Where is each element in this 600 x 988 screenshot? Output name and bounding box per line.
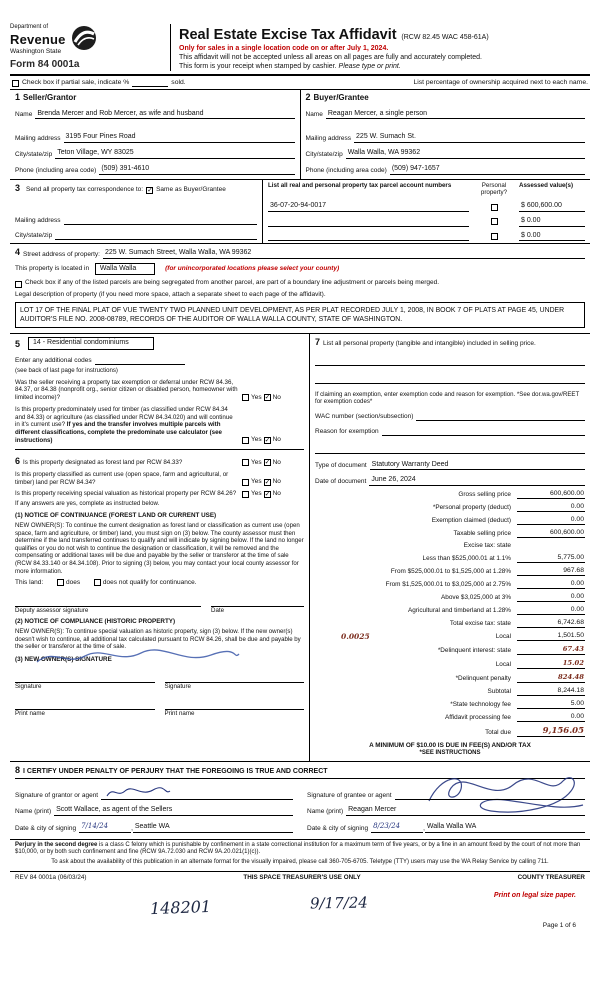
- personal-property-deduct-value: 0.00: [517, 503, 585, 512]
- affidavit-processing-fee-value: 0.00: [517, 713, 585, 722]
- tax-correspondence-section: [10, 179, 590, 244]
- total-excise-state-value: 6,742.68: [517, 619, 585, 628]
- section-2-number: 2: [305, 92, 311, 103]
- q5-2-yes-checkbox[interactable]: [242, 437, 249, 444]
- new-owner-print-field-2[interactable]: [165, 701, 305, 710]
- street-address-label: Street address of property:: [23, 250, 100, 258]
- certify-statement: I CERTIFY UNDER PENALTY OF PERJURY THAT THE FOREGOING IS TRUE AND CORRECT: [23, 767, 328, 775]
- revenue-logo-icon: [71, 25, 97, 54]
- seller-name-label: Name: [15, 111, 33, 119]
- ownership-percentage-note: List percentage of ownership acquired next to each name.: [413, 78, 588, 86]
- assessed-value-field-3[interactable]: $ 0.00: [519, 232, 585, 242]
- notice-compliance-title: (2) NOTICE OF COMPLIANCE (HISTORIC PROPERTY): [15, 618, 176, 626]
- predominant-use-code-select[interactable]: 14 - Residential condominiums: [28, 337, 154, 350]
- grantor-printname-field[interactable]: Scott Wallace, as agent of the Sellers: [54, 806, 293, 816]
- does-qualify-checkbox[interactable]: [57, 579, 64, 586]
- located-in-label: This property is located in: [15, 264, 90, 272]
- parcel-row-1: [268, 202, 585, 212]
- assessed-value-field-1[interactable]: $ 600,600.00: [519, 202, 585, 212]
- tier2-value: 967.68: [517, 567, 585, 576]
- single-location-note: Only for sales in a single location code on or after July 1, 2024.: [179, 45, 389, 53]
- delinquent-interest-local-value: 15.02: [562, 658, 584, 667]
- form-number: Form 84 0001a: [10, 58, 80, 70]
- header-divider: [170, 24, 171, 71]
- exemption-instructions: If claiming an exemption, enter exemption code and reason for exemption. *See dor.wa.gov/REET for exemption codes*: [315, 390, 580, 406]
- acceptance-note: This affidavit will not be accepted unless all areas on all pages are fully and accurately completed.: [179, 53, 482, 61]
- affidavit-processing-fee-row: Affidavit processing fee 0.00: [445, 712, 584, 722]
- complete-instructions-note: If any answers are yes, complete as instructed below.: [15, 500, 160, 508]
- seller-name-field[interactable]: Brenda Mercer and Rob Mercer, as wife and husband: [35, 110, 294, 120]
- form-title-rcw: (RCW 82.45 WAC 458-61A): [401, 34, 489, 41]
- taxable-selling-price-value: 600,600.00: [517, 529, 585, 538]
- q6-1-yes-checkbox[interactable]: [242, 459, 249, 466]
- gross-selling-price-row: Gross selling price 600,600.00: [458, 489, 584, 499]
- washington-state-label: Washington State: [10, 47, 62, 55]
- state-technology-fee-row: *State technology fee 5.00: [450, 699, 584, 709]
- notice-compliance-body: NEW OWNER(S): To continue special valuation as historic property, sign (3) below. If the new owner(s) doesn't wish to continue, all additional tax calculated pursuant to RCW 84.26, shall be due and payable by the seller or transferor at the time of sale.: [15, 628, 301, 651]
- perjury-lead: Perjury in the second degree: [15, 841, 98, 848]
- footer-row: [10, 871, 590, 882]
- partial-sale-row: [10, 74, 590, 89]
- tax-computation-section: [310, 334, 590, 760]
- tier1-row: Less than $525,000.01 at 1.1% 5,775.00: [422, 553, 584, 563]
- perjury-body: is a class C felony which is punishable by confinement in a state correctional institution for a maximum term of five years, or by a fine in an amount fixed by the court of not more than $10,000, or by both such confinement and fine (RCW 9A.72.030 and RCW 9A.20.021(1)(c)).: [15, 841, 581, 856]
- buyer-csz-field[interactable]: Walla Walla, WA 99362: [346, 149, 585, 159]
- section-1-number: 1: [15, 92, 21, 103]
- q6-2-yes-checkbox[interactable]: [242, 479, 249, 486]
- seller-csz-field[interactable]: Teton Village, WY 83025: [55, 149, 294, 159]
- personal-property-list-label: List all personal property (tangible and intangible) included in selling price.: [323, 340, 536, 348]
- grantee-printname-label: Name (print): [307, 808, 344, 816]
- signature-label-2: Signature: [164, 682, 191, 690]
- parcel-number-field-1[interactable]: 36-07-20-94-0017: [268, 202, 469, 212]
- local-tax-row: 0.0025 Local 1,501.50: [315, 632, 585, 641]
- new-owner-signature-field-1[interactable]: [15, 674, 155, 683]
- assessed-value-header: Assessed value(s): [519, 181, 573, 189]
- grantor-signing-city[interactable]: Seattle WA: [133, 823, 293, 833]
- type-or-print-note: Please type or print.: [338, 62, 401, 70]
- agency-block: [10, 24, 162, 71]
- subtotal-row: Subtotal 8,244.18: [487, 686, 584, 696]
- historical-property-question: Is this property receiving special valuation as historical property per RCW 84.26? Yes ✓ No: [15, 490, 281, 498]
- additional-codes-label: Enter any additional codes: [15, 356, 92, 364]
- section-6-number: 6: [15, 455, 21, 466]
- q6-2-no-checkbox[interactable]: ✓: [264, 478, 271, 486]
- tier4-value: 0.00: [517, 593, 585, 602]
- date-of-document-field[interactable]: June 26, 2024: [369, 476, 585, 486]
- seller-mailing-label: Mailing address: [15, 135, 61, 142]
- q6-3-yes-checkbox[interactable]: [242, 491, 249, 498]
- new-owner-print-field-1[interactable]: [15, 701, 155, 710]
- grantee-signing-date[interactable]: 8/23/24: [373, 822, 401, 831]
- alternate-format-note: To ask about the availability of this publication in an alternate format for the visually impaired, please call 360-705-6705. Teletype (TTY) users may use the WA Relay Service by calling 711.: [51, 858, 549, 865]
- total-due-row: Total due 9,156.05: [485, 725, 584, 737]
- reason-exemption-line-2[interactable]: [315, 445, 585, 454]
- personal-property-line-2[interactable]: [315, 375, 585, 384]
- buyer-mailing-label: Mailing address: [305, 135, 352, 142]
- page-number: Page 1 of 6: [542, 922, 576, 930]
- receipt-number-handwritten: 148201: [149, 897, 212, 919]
- delinquent-interest-local-row: Local 15.02: [495, 658, 584, 669]
- land-qualify-row: This land: does does not qualify for continuance.: [15, 579, 197, 587]
- print-name-label-1: Print name: [15, 709, 45, 717]
- local-rate-handwritten: 0.0025: [341, 631, 370, 641]
- delinquent-penalty-row: *Delinquent penalty 824.48: [455, 672, 584, 683]
- seller-grantor-block: [10, 90, 300, 178]
- reason-exemption-field[interactable]: [382, 427, 585, 436]
- type-of-document-field[interactable]: Statutory Warranty Deed: [370, 461, 585, 471]
- minimum-due-note: A MINIMUM OF $10.00 IS DUE IN FEE(S) AND/OR TAX: [369, 742, 531, 750]
- form-header: [10, 24, 590, 71]
- tier1-value: 5,775.00: [517, 554, 585, 563]
- agricultural-timberland-value: 0.00: [517, 606, 585, 615]
- grantee-signing-block: Signature of grantee or agent Name (print) Reagan Mercer Date & city of signing 8/23/24 , Walla Walla WA: [307, 783, 585, 833]
- notice-continuance-body: NEW OWNER(S): To continue the current designation as forest land or classification as current use (open space, farm and agriculture, or timber) land, you must sign on (3) below. The county assessor must then determine if the land transferred continues to qualify and will indicate by signing below. If the land no longer qualifies or you do not wish to continue the designation or classification, it will be removed and the compensating or additional taxes will be due and payable by the seller or transferor at the time of sale (RCW 84.33.140 or 84.34.108). Prior to signing (3) below, you may contact your local county assessor for more information.: [15, 521, 304, 575]
- seller-csz-label: City/state/zip: [15, 150, 53, 158]
- county-treasurer-label: COUNTY TREASURER: [517, 874, 585, 882]
- tier2-row: From $525,000.01 to $1,525,000 at 1.28% 967.68: [390, 566, 584, 576]
- date-of-document-label: Date of document: [315, 478, 367, 486]
- state-technology-fee-value: 5.00: [517, 700, 585, 709]
- grantor-signature-label: Signature of grantor or agent: [15, 792, 99, 800]
- timber-agriculture-question: Is this property predominately used for timber (as classified under RCW 84.34 and 84.33) or agriculture (as classified under RCW 84.34.020) and will continue in it's current use? If yes and the transfer involves multiple parcels with different classifications, complete the predominate use calculator (see instructions) Yes ✓ No: [15, 405, 281, 445]
- q5-2-no-checkbox[interactable]: ✓: [264, 437, 271, 445]
- personal-property-checkbox-1[interactable]: [491, 204, 498, 211]
- perjury-notice: [10, 839, 590, 869]
- legal-description-label: Legal description of property (if you need more space, attach a separate sheet to each page of the affidavit).: [15, 290, 326, 298]
- section-5-number: 5: [15, 338, 21, 349]
- personal-property-checkbox-3[interactable]: [491, 233, 498, 240]
- grantee-signing-city[interactable]: Walla Walla WA: [425, 823, 585, 833]
- seller-mailing-field[interactable]: 3195 Four Pines Road: [64, 133, 295, 143]
- partial-sale-percent-field[interactable]: [132, 78, 168, 87]
- section-4-number: 4: [15, 247, 21, 258]
- revenue-wordmark: Revenue: [10, 31, 66, 47]
- new-owner-signature-field-2[interactable]: [165, 674, 305, 683]
- print-name-label-2: Print name: [164, 709, 195, 717]
- grantor-signature-field[interactable]: [101, 785, 293, 800]
- receipt-date-handwritten: 9/17/24: [309, 893, 368, 913]
- new-owners-signature-title: (3) NEW OWNER(S) SIGNATURE: [15, 656, 112, 663]
- total-due-handwritten: 9,156.05: [542, 725, 584, 736]
- delinquent-interest-state-row: *Delinquent interest: state 67.43: [437, 644, 584, 655]
- type-of-document-label: Type of document: [315, 462, 367, 470]
- grantor-signature-squiggle: [103, 785, 173, 801]
- does-not-qualify-checkbox[interactable]: [94, 579, 101, 586]
- this-land-label: This land:: [15, 579, 44, 587]
- gross-selling-price-value: 600,600.00: [517, 490, 585, 499]
- seller-phone-field[interactable]: (509) 391-4610: [99, 165, 294, 175]
- deputy-assessor-date-field[interactable]: [211, 598, 304, 607]
- seller-phone-label: Phone (including area code): [15, 166, 97, 174]
- exemption-claimed-value: 0.00: [517, 516, 585, 525]
- agricultural-timberland-row: Agricultural and timberland at 1.28% 0.00: [407, 605, 584, 615]
- corr-csz-field[interactable]: [55, 231, 257, 240]
- grantee-signature-field[interactable]: [395, 785, 585, 800]
- buyer-phone-label: Phone (including area code): [305, 166, 387, 174]
- personal-property-line-1[interactable]: [315, 357, 585, 366]
- total-excise-state-row: Total excise tax: state 6,742.68: [449, 618, 584, 628]
- receipt-note: This form is your receipt when stamped by cashier.: [179, 62, 337, 70]
- subtotal-value: 8,244.18: [517, 687, 585, 696]
- corr-mailing-label: Mailing address: [15, 216, 61, 224]
- parties-section: [10, 89, 590, 178]
- signature-label-1: Signature: [15, 682, 42, 690]
- parcel-row-3: [268, 232, 585, 242]
- personal-property-checkbox-2[interactable]: [491, 218, 498, 225]
- parcel-row-2: [268, 217, 585, 227]
- tier3-row: From $1,525,000.01 to $3,025,000 at 2.75% 0.00: [385, 579, 584, 589]
- taxable-selling-price-row: Taxable selling price 600,600.00: [453, 528, 584, 538]
- grantor-date-city-label: Date & city of signing: [15, 824, 77, 832]
- dept-of-label: Department of: [10, 24, 49, 30]
- seller-heading: Seller/Grantor: [23, 93, 77, 103]
- unincorporated-note: (for unincorporated locations please select your county): [165, 264, 340, 272]
- q5-1-no-checkbox[interactable]: ✓: [264, 394, 271, 402]
- same-as-buyer-checkbox[interactable]: ✓: [147, 186, 153, 194]
- buyer-name-label: Name: [305, 111, 323, 119]
- see-instructions-note: *SEE INSTRUCTIONS: [419, 750, 481, 757]
- q6-3-no-checkbox[interactable]: ✓: [264, 490, 271, 498]
- buyer-mailing-field[interactable]: 225 W. Sumach St.: [354, 133, 585, 143]
- buyer-grantee-block: [300, 90, 591, 178]
- additional-codes-note: (see back of last page for instructions): [15, 367, 118, 374]
- certification-section: [10, 761, 590, 836]
- exemption-claimed-row: Exemption claimed (deduct) 0.00: [431, 515, 584, 525]
- grantee-printname-field[interactable]: Reagan Mercer: [346, 806, 585, 816]
- section-8-number: 8: [15, 764, 21, 775]
- additional-codes-field[interactable]: [95, 356, 185, 365]
- same-as-buyer-label: Same as Buyer/Grantee: [156, 185, 226, 193]
- local-tax-value: 1,501.50: [517, 632, 585, 641]
- buyer-heading: Buyer/Grantee: [313, 93, 369, 103]
- treasurer-space-label: THIS SPACE TREASURER'S USE ONLY: [243, 874, 361, 882]
- parcel-number-field-3[interactable]: [268, 232, 469, 241]
- land-designation-section: [15, 449, 304, 718]
- partial-sale-checkbox[interactable]: [12, 80, 19, 87]
- grantor-printname-label: Name (print): [15, 808, 52, 816]
- current-use-question: Is this property classified as current use (open space, farm and agricultural, or timber) land per RCW 84.34? Yes ✓ No: [15, 470, 281, 486]
- tier3-value: 0.00: [517, 580, 585, 589]
- treasurer-stamp-area: [10, 882, 590, 934]
- rev-form-number: REV 84 0001a (06/03/24): [15, 874, 87, 882]
- notice-continuance-title: (1) NOTICE OF CONTINUANCE (FOREST LAND OR CURRENT USE): [15, 512, 217, 520]
- property-location-section: [10, 243, 590, 333]
- q6-1-no-checkbox[interactable]: ✓: [264, 459, 271, 467]
- section-7-number: 7: [315, 337, 321, 348]
- send-correspondence-label: Send all property tax correspondence to:: [26, 185, 144, 193]
- wac-number-field[interactable]: [416, 412, 585, 421]
- grantor-signing-block: Signature of grantor or agent Name (print) Scott Wallace, as agent of the Sellers Date & city of signing 7/14/24 , Seattle WA: [15, 783, 293, 833]
- use-code-section: [15, 337, 304, 444]
- deputy-assessor-signature-field[interactable]: [15, 598, 201, 607]
- partial-sale-label: Check box if partial sale, indicate %: [22, 78, 130, 86]
- sold-label: sold.: [171, 78, 186, 86]
- wac-number-label: WAC number (section/subsection): [315, 412, 414, 420]
- buyer-phone-field[interactable]: (509) 947-1657: [390, 165, 585, 175]
- segregated-checkbox[interactable]: [15, 281, 22, 288]
- legal-description-box[interactable]: LOT 17 OF THE FINAL PLAT OF VUE TWENTY TWO PLANNED UNIT DEVELOPMENT, AS PER PLAT RECORDED JULY 1, 2008, IN BOOK 7 OF PLATS AT PAGE 45, UNDER AUDITOR'S FILE NO. 2008-08789, RECORDS OF THE AUDITOR OF WALLA WALLA COUNTY, STATE OF WASHINGTON.: [15, 302, 585, 329]
- assessed-value-field-2[interactable]: $ 0.00: [519, 217, 585, 227]
- buyer-csz-label: City/state/zip: [305, 150, 343, 158]
- exemption-deferral-question: Was the seller receiving a property tax exemption or deferral under RCW 84.36, 84.37, or 84.38 (nonprofit org., senior citizen or disabled person, homeowner with limited income)? Yes ✓ No: [15, 378, 281, 402]
- segregated-label: Check box if any of the listed parcels are being segregated from another parcel, are part of a boundary line adjustment or parcels being merged.: [25, 279, 440, 287]
- deputy-assessor-label: Deputy assessor signature: [15, 606, 89, 614]
- delinquent-penalty-value: 824.48: [557, 672, 584, 681]
- parcel-number-field-2[interactable]: [268, 218, 469, 227]
- buyer-name-field[interactable]: Reagan Mercer, a single person: [326, 110, 585, 120]
- grantor-signing-date[interactable]: 7/14/24: [81, 822, 109, 831]
- section-3-number: 3: [15, 182, 21, 193]
- legal-size-paper-note: Print on legal size paper.: [493, 892, 576, 900]
- grantee-signature-label: Signature of grantee or agent: [307, 792, 392, 800]
- street-address-field[interactable]: 225 W. Sumach Street, Walla Walla, WA 99362: [103, 249, 585, 259]
- forest-land-question: 6 Is this property designated as forest land per RCW 84.33? Yes ✓ No: [15, 455, 281, 467]
- corr-csz-label: City/state/zip: [15, 231, 53, 239]
- deputy-date-label: Date: [211, 606, 225, 614]
- grantee-date-city-label: Date & city of signing: [307, 824, 369, 832]
- excise-tax-state-header: Excise tax: state: [463, 542, 511, 550]
- corr-mailing-field[interactable]: [64, 216, 257, 225]
- q5-1-yes-checkbox[interactable]: [242, 394, 249, 401]
- personal-property-deduct-row: *Personal property (deduct) 0.00: [432, 502, 584, 512]
- reason-exemption-label: Reason for exemption: [315, 427, 379, 435]
- delinquent-interest-state-value: 67.43: [562, 644, 584, 653]
- personal-property-header: Personal property?: [480, 181, 508, 197]
- location-select[interactable]: Walla Walla: [95, 263, 155, 276]
- parcel-numbers-header: List all real and personal property tax parcel account numbers: [268, 181, 452, 189]
- tier4-row: Above $3,025,000 at 3% 0.00: [441, 592, 584, 602]
- mid-section: [10, 333, 590, 760]
- form-title: Real Estate Excise Tax Affidavit: [179, 27, 397, 43]
